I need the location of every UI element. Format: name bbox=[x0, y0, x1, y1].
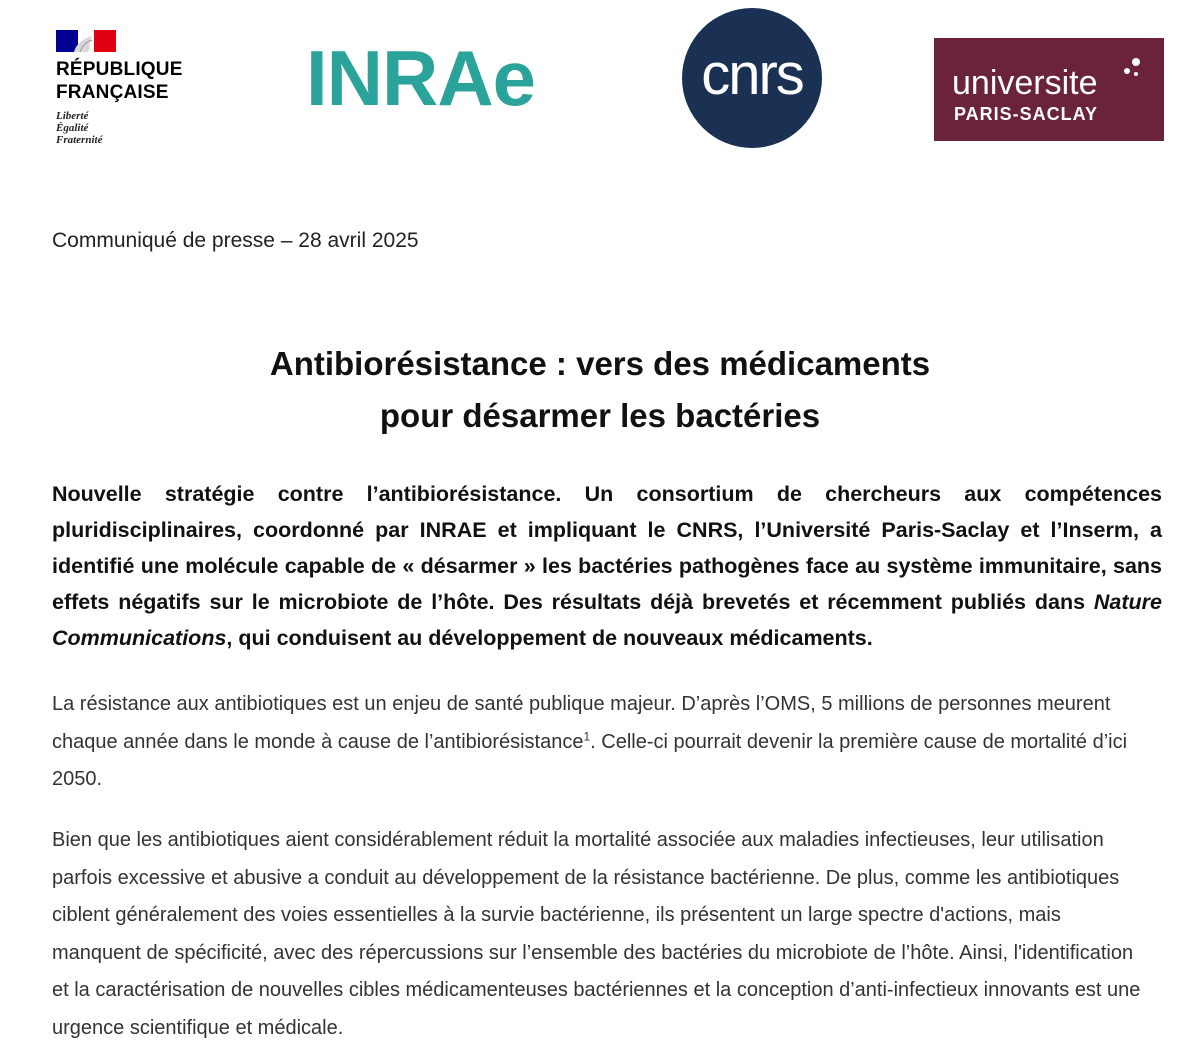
motto-egalite: Égalité bbox=[56, 122, 89, 134]
republique-motto bbox=[56, 110, 102, 146]
republique-francaise-name bbox=[56, 58, 183, 104]
body-paragraph-1 bbox=[52, 686, 1152, 799]
motto-fraternite: Fraternité bbox=[56, 134, 103, 146]
ups-logo-word: universite bbox=[952, 64, 1098, 102]
page-title bbox=[0, 338, 1200, 442]
motto-liberte: Liberté bbox=[56, 110, 89, 122]
ups-dot-icon bbox=[1124, 68, 1130, 74]
press-release-date: Communiqué de presse – 28 avril 2025 bbox=[52, 229, 419, 252]
title-line-2: pour désarmer les bactéries bbox=[379, 397, 821, 434]
marianne-flag-icon bbox=[56, 30, 116, 52]
body-paragraph-2: Bien que les antibiotiques aient considérablement réduit la mortalité associée aux maladies infectieuses, leur utilisation parfois excessive et abusive a conduit au développement de la résistance bactérienne. De plus, comme les antibiotiques ciblent généralement des voies essentielles à la survie bactérienne, ils présentent un large spectre d'actions, mais manquent de spécificité, avec des répercussions sur l’ensemble des bactéries du microbiote de l’hôte. Ainsi, l'identification et la caractérisation de nouvelles cibles médicamenteuses bactériennes et la conception d’anti-infectieux innovants est une urgence scientifique et médicale. bbox=[52, 829, 1141, 1039]
journal-name: Nature Communications bbox=[52, 590, 1162, 650]
ups-dot-icon bbox=[1134, 72, 1138, 76]
rf-line1: RÉPUBLIQUE bbox=[56, 59, 183, 80]
p1-text-end: . Celle-ci pourrait devenir la première cause de mortalité d’ici 2050. bbox=[52, 730, 1128, 790]
title-line-1: Antibiorésistance : vers des médicaments bbox=[269, 345, 931, 382]
ups-dot-icon bbox=[1132, 58, 1140, 66]
inrae-logo-text: INRAe bbox=[306, 34, 536, 122]
lead-text-start: Nouvelle stratégie contre l’antibiorésistance. Un consortium de chercheurs aux compétences pluridisciplinaires, coordonné par INRAE et impliquant le CNRS, l’Université Paris-Saclay et l’Inserm, a identifié une molécule capable de « désarmer » les bactéries pathogènes face au système immunitaire, sans effets négatifs sur le microbiote de l’hôte. Des résultats déjà brevetés et récemment publiés dans bbox=[52, 482, 1162, 614]
ups-logo-subtitle: PARIS-SACLAY bbox=[954, 104, 1099, 124]
partner-logos bbox=[0, 0, 1200, 160]
p1-text-start: La résistance aux antibiotiques est un enjeu de santé publique majeur. D’après l’OMS, 5 millions de personnes meurent chaque année dans le monde à cause de l’antibiorésistance bbox=[52, 693, 1111, 753]
footnote-ref-1[interactable]: 1 bbox=[583, 728, 591, 743]
cnrs-logo bbox=[682, 8, 822, 148]
universite-paris-saclay-logo bbox=[934, 38, 1164, 141]
rf-line2: FRANÇAISE bbox=[56, 82, 169, 103]
inrae-logo bbox=[306, 34, 576, 122]
lead-text-end: , qui conduisent au développement de nouveaux médicaments. bbox=[226, 626, 873, 650]
cnrs-logo-text: cnrs bbox=[701, 42, 803, 107]
lead-paragraph bbox=[52, 476, 1162, 656]
